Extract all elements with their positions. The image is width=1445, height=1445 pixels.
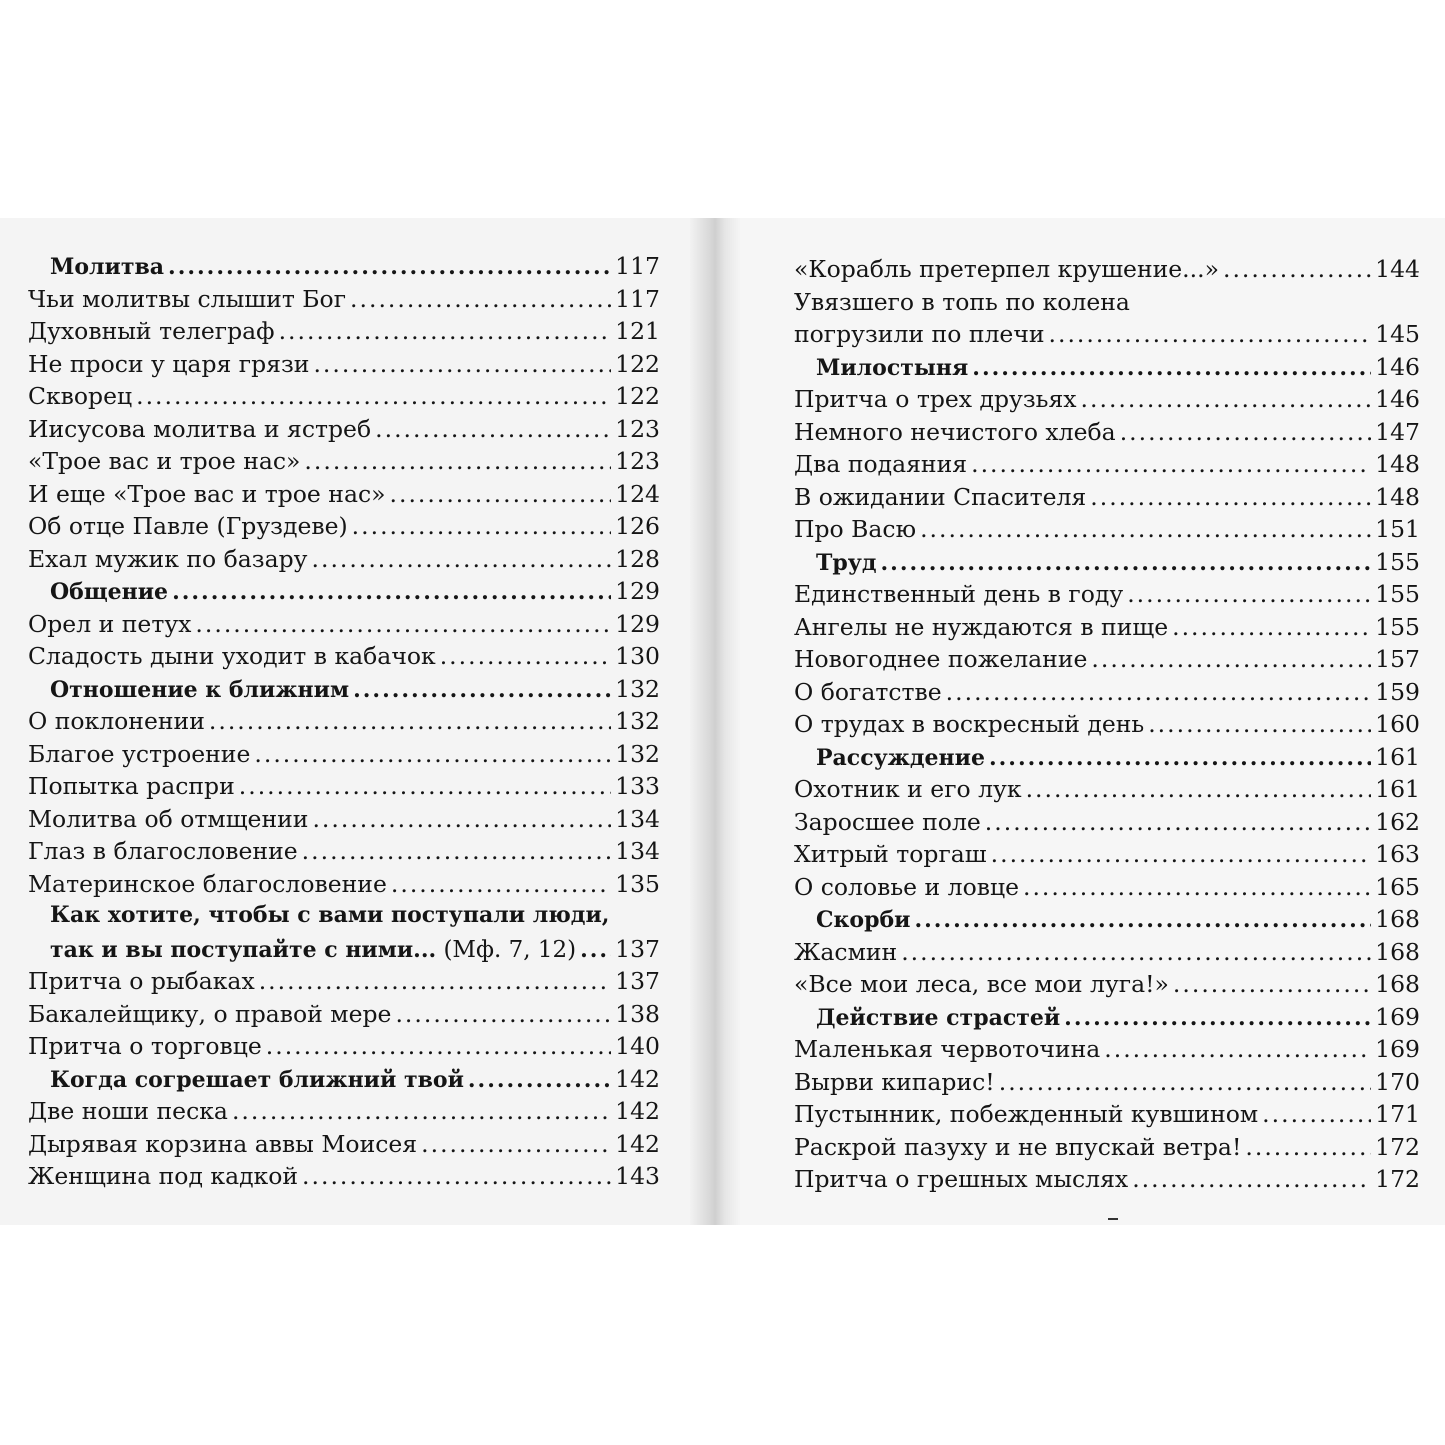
toc-page-number: 146: [1375, 385, 1420, 413]
toc-page-number: 144: [1375, 255, 1420, 283]
toc-entry: [794, 1035, 1420, 1068]
toc-entry: [794, 840, 1420, 873]
toc-title: Орел и петух: [28, 609, 192, 638]
toc-title: Бакалейщику, о правой мере: [28, 999, 392, 1028]
dot-leader: [279, 317, 612, 345]
dot-leader: [468, 1067, 611, 1093]
dot-leader: [1262, 1100, 1371, 1128]
toc-title: О богатстве: [794, 677, 942, 706]
toc-entry: [794, 450, 1420, 483]
toc-title: Немного нечистого хлеба: [794, 417, 1116, 446]
dot-leader: [353, 677, 611, 703]
dot-leader: [312, 545, 612, 573]
toc-title: Вырви кипарис!: [794, 1067, 995, 1096]
toc-section: [28, 252, 660, 285]
toc-entry: [28, 837, 660, 870]
toc-page-number: 128: [615, 544, 660, 573]
toc-title: Две ноши песка: [28, 1097, 228, 1125]
toc-section: [794, 353, 1420, 386]
toc-title-reference: (Мф. 7, 12): [436, 936, 577, 963]
dot-leader: [195, 610, 611, 638]
toc-page-number: 169: [1375, 1002, 1420, 1031]
toc-title: Иисусова молитва и ястреб: [28, 414, 372, 443]
dot-leader: [580, 937, 611, 963]
toc-title: Молитва об отмщении: [28, 804, 309, 833]
dot-leader: [390, 480, 612, 508]
dot-leader: [350, 285, 611, 313]
toc-entry: [794, 580, 1420, 613]
toc-title: В ожидании Спасителя: [794, 482, 1087, 511]
toc-title: Об отце Павле (Груздеве): [28, 512, 348, 540]
dot-leader: [991, 840, 1372, 868]
toc-page-number: 161: [1375, 742, 1420, 771]
toc-entry: [28, 285, 660, 318]
dot-leader: [1064, 1005, 1371, 1031]
toc-page-number: 172: [1375, 1132, 1420, 1161]
dot-leader: [172, 579, 611, 605]
toc-entry: [794, 970, 1420, 1003]
toc-title: О соловье и ловце: [794, 872, 1019, 901]
toc-title: Жасмин: [794, 937, 898, 966]
toc-title: Увязшего в топь по колена: [794, 287, 1130, 316]
toc-page-number: 137: [615, 967, 660, 995]
toc-page-number: 121: [615, 317, 660, 345]
toc-page-number: 168: [1375, 905, 1420, 933]
toc-page-number: 155: [1375, 580, 1420, 608]
toc-page-number: 148: [1375, 450, 1420, 478]
dot-leader: [304, 447, 611, 475]
toc-page-number: 157: [1375, 645, 1420, 673]
toc-page-number: 171: [1375, 1100, 1420, 1128]
dot-leader: [209, 707, 611, 735]
toc-title: Ехал мужик по базару: [28, 544, 308, 573]
toc-page-number: 142: [615, 1064, 660, 1093]
toc-title-main: так и вы поступайте с ними...: [50, 936, 437, 963]
page-bottom-mark: [1108, 1218, 1118, 1220]
toc-entry: [28, 1097, 660, 1130]
dot-leader: [232, 1097, 611, 1125]
toc-page-number: 142: [615, 1129, 660, 1158]
dot-leader: [901, 938, 1371, 966]
toc-page-number: 151: [1375, 515, 1420, 543]
dot-leader: [440, 642, 611, 670]
toc-page-number: 134: [615, 804, 660, 833]
toc-title: Притча о рыбаках: [28, 967, 255, 995]
dot-leader: [914, 907, 1371, 933]
toc-entry: [28, 1130, 660, 1163]
toc-entry: [794, 775, 1420, 808]
toc-section: [794, 905, 1420, 938]
toc-entry: [28, 480, 660, 513]
dot-leader: [1172, 613, 1371, 641]
toc-entry: [794, 255, 1420, 288]
toc-section: [794, 743, 1420, 776]
toc-title: Духовный телеграф: [28, 317, 275, 345]
toc-title: Труд: [816, 549, 877, 576]
toc-title: «Корабль претерпел крушение...»: [794, 255, 1219, 283]
toc-entry: [28, 772, 660, 805]
dot-leader: [1090, 483, 1371, 511]
toc-title: Маленькая червоточина: [794, 1035, 1101, 1063]
toc-entry: [28, 1032, 660, 1065]
toc-page-number: 123: [615, 414, 660, 443]
dot-leader: [136, 382, 611, 410]
toc-title: Заросшее поле: [794, 807, 981, 836]
dot-leader: [259, 967, 611, 995]
dot-leader: [239, 772, 611, 800]
toc-title: Милостыня: [816, 354, 969, 381]
toc-title: О поклонении: [28, 707, 205, 735]
toc-page-number: 133: [615, 772, 660, 800]
dot-leader: [254, 740, 611, 768]
toc-page-number: 160: [1375, 710, 1420, 738]
toc-entry: [28, 350, 660, 383]
toc-title: «Трое вас и трое нас»: [28, 447, 301, 475]
toc-entry: [28, 642, 660, 675]
toc-entry: [794, 385, 1420, 418]
toc-entry: [794, 483, 1420, 516]
dot-leader: [1091, 645, 1371, 673]
toc-entry: [794, 1100, 1420, 1133]
toc-page-number: 172: [1375, 1165, 1420, 1193]
dot-leader: [1023, 873, 1371, 901]
toc-entry: [794, 288, 1420, 321]
toc-title: Когда согрешает ближний твой: [50, 1066, 464, 1093]
dot-leader: [1173, 970, 1371, 998]
toc-title: Отношение к ближним: [50, 676, 350, 703]
toc-page-number: 117: [615, 284, 660, 313]
toc-page-number: 142: [615, 1097, 660, 1125]
toc-title: Не проси у царя грязи: [28, 349, 310, 378]
toc-page-number: 123: [615, 447, 660, 475]
toc-entry: [28, 545, 660, 578]
toc-left-column: [28, 252, 660, 1195]
toc-section: [28, 577, 660, 610]
toc-title: «Все мои леса, все мои луга!»: [794, 970, 1169, 998]
toc-entry: [28, 382, 660, 415]
toc-page-number: 146: [1375, 352, 1420, 381]
toc-title: Раскрой пазуху и не впускай ветра!: [794, 1132, 1242, 1161]
toc-title: Охотник и его лук: [794, 775, 1022, 803]
toc-entry: [794, 808, 1420, 841]
toc-page-number: 132: [615, 674, 660, 703]
toc-page-number: 145: [1375, 320, 1420, 348]
book-gutter: [690, 218, 740, 1225]
toc-entry: [28, 707, 660, 740]
dot-leader: [1223, 255, 1371, 283]
toc-page-number: 117: [615, 252, 660, 280]
toc-page-number: 165: [1375, 872, 1420, 901]
toc-title: Притча о трех друзьях: [794, 385, 1077, 413]
toc-entry: [28, 610, 660, 643]
toc-page-number: 140: [615, 1032, 660, 1060]
toc-page-number: 132: [615, 739, 660, 768]
toc-entry: [794, 1165, 1420, 1198]
toc-page-number: 161: [1375, 775, 1420, 803]
toc-page-number: 129: [615, 609, 660, 638]
dot-leader: [971, 450, 1371, 478]
toc-title: Про Васю: [794, 515, 917, 543]
toc-entry: [794, 873, 1420, 906]
toc-title: Попытка распри: [28, 772, 235, 800]
toc-page-number: 155: [1375, 547, 1420, 576]
dot-leader: [1026, 775, 1372, 803]
toc-title: Новогоднее пожелание: [794, 645, 1088, 673]
dot-leader: [881, 550, 1372, 576]
toc-entry: [28, 317, 660, 350]
toc-title: Два подаяния: [794, 450, 968, 478]
toc-title: Пустынник, побежденный кувшином: [794, 1100, 1259, 1128]
dot-leader: [352, 512, 611, 540]
toc-page-number: 168: [1375, 937, 1420, 966]
toc-entry: [794, 678, 1420, 711]
toc-title: Глаз в благословение: [28, 837, 298, 865]
dot-leader: [1081, 385, 1372, 413]
toc-page-number: 168: [1375, 970, 1420, 998]
dot-leader: [168, 254, 611, 280]
toc-entry: [794, 938, 1420, 971]
dot-leader: [395, 1000, 611, 1028]
toc-title: Ангелы не нуждаются в пище: [794, 612, 1169, 641]
toc-section: [794, 1003, 1420, 1036]
dot-leader: [989, 745, 1371, 771]
toc-title: Притча о торговце: [28, 1032, 262, 1060]
dot-leader: [421, 1130, 611, 1158]
toc-section: [28, 935, 660, 968]
dot-leader: [946, 678, 1371, 706]
toc-entry: [794, 418, 1420, 451]
toc-entry: [28, 1162, 660, 1195]
toc-entry: [794, 1133, 1420, 1166]
toc-page-number: 129: [615, 577, 660, 605]
toc-page-number: 143: [615, 1162, 660, 1190]
toc-entry: [28, 415, 660, 448]
dot-leader: [302, 1162, 611, 1190]
toc-title: Дырявая корзина аввы Моисея: [28, 1129, 418, 1158]
toc-page-number: 155: [1375, 612, 1420, 641]
toc-page-number: 148: [1375, 482, 1420, 511]
dot-leader: [1127, 580, 1371, 608]
toc-entry: [794, 710, 1420, 743]
toc-entry: [794, 1068, 1420, 1101]
dot-leader: [1148, 710, 1371, 738]
toc-section: [794, 548, 1420, 581]
toc-entry: [28, 447, 660, 480]
toc-title: Единственный день в году: [794, 580, 1124, 608]
toc-page-number: 147: [1375, 417, 1420, 446]
toc-title: Действие страстей: [816, 1004, 1061, 1031]
toc-page-number: 159: [1375, 677, 1420, 706]
dot-leader: [312, 805, 611, 833]
toc-section: [28, 675, 660, 708]
toc-title: Молитва: [50, 254, 165, 280]
toc-title: Притча о грешных мыслях: [794, 1165, 1129, 1193]
toc-entry: [794, 515, 1420, 548]
toc-title: [50, 937, 576, 963]
dot-leader: [391, 870, 611, 898]
toc-page-number: 132: [615, 707, 660, 735]
dot-leader: [302, 837, 611, 865]
toc-right-column: [794, 255, 1420, 1198]
toc-section: [28, 1065, 660, 1098]
toc-title: Общение: [50, 579, 169, 605]
dot-leader: [1104, 1035, 1371, 1063]
toc-title: Как хотите, чтобы с вами поступали люди,: [50, 902, 610, 928]
toc-entry: [28, 967, 660, 1000]
toc-page-number: 126: [615, 512, 660, 540]
toc-page-number: 138: [615, 999, 660, 1028]
dot-leader: [266, 1032, 611, 1060]
dot-leader: [1245, 1133, 1371, 1161]
dot-leader: [972, 355, 1371, 381]
toc-entry: [794, 320, 1420, 353]
toc-page-number: 122: [615, 349, 660, 378]
toc-section: [28, 902, 660, 935]
toc-page-number: 163: [1375, 840, 1420, 868]
dot-leader: [1120, 418, 1371, 446]
toc-title: Скорби: [816, 907, 911, 933]
toc-page-number: 135: [615, 869, 660, 898]
dot-leader: [1049, 320, 1372, 348]
dot-leader: [1132, 1165, 1371, 1193]
toc-entry: [28, 512, 660, 545]
toc-title: Материнское благословение: [28, 869, 387, 898]
toc-page-number: 170: [1375, 1067, 1420, 1096]
toc-page-number: 134: [615, 837, 660, 865]
toc-title: Благое устроение: [28, 739, 251, 768]
toc-page-number: 162: [1375, 807, 1420, 836]
toc-entry: [28, 740, 660, 773]
dot-leader: [985, 808, 1371, 836]
toc-title: И еще «Трое вас и трое нас»: [28, 479, 386, 508]
toc-page-number: 122: [615, 382, 660, 410]
dot-leader: [313, 350, 611, 378]
toc-entry: [28, 805, 660, 838]
toc-page-number: 130: [615, 642, 660, 670]
dot-leader: [375, 415, 611, 443]
toc-page-number: 169: [1375, 1035, 1420, 1063]
dot-leader: [999, 1068, 1371, 1096]
toc-entry: [794, 645, 1420, 678]
toc-title: Чьи молитвы слышит Бог: [28, 284, 347, 313]
dot-leader: [920, 515, 1371, 543]
toc-page-number: 137: [615, 934, 660, 963]
toc-title: О трудах в воскресный день: [794, 710, 1145, 738]
toc-entry: [794, 613, 1420, 646]
toc-title: Рассуждение: [816, 744, 985, 771]
toc-title: Сладость дыни уходит в кабачок: [28, 642, 436, 670]
toc-title: Хитрый торгаш: [794, 840, 987, 868]
toc-page-number: 124: [615, 479, 660, 508]
toc-entry: [28, 870, 660, 903]
toc-entry: [28, 1000, 660, 1033]
toc-title: Женщина под кадкой: [28, 1162, 299, 1190]
toc-title: погрузили по плечи: [794, 320, 1045, 348]
toc-title: Скворец: [28, 382, 133, 410]
